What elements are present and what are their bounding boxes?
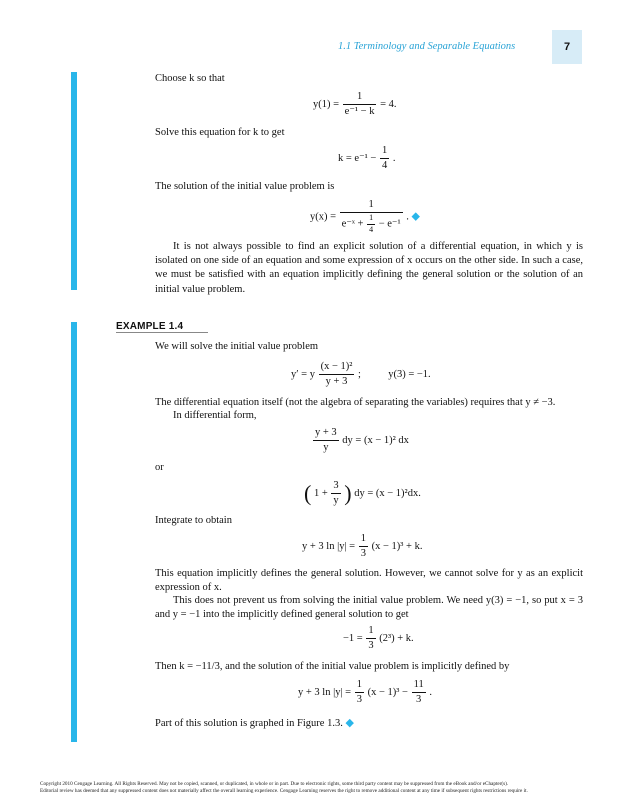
margin-bar-example [71,322,77,742]
then-k-text: Then k = −11/3, and the solution of the initial value problem is implicitly defined by [155,661,510,672]
not-always-paragraph: It is not always possible to find an explicit solution of a differential equation, in which y is isolated on one side of an equation and some expression of x occurs on the other side. In such a case, we must be satisfied with an equation implicitly defining the general solution or the solution of an initial value problem. [155,241,583,295]
margin-bar-top [71,72,77,290]
copyright-footer [40,781,600,795]
diff-eq-requires-text: The differential equation itself (not the algebra of separating the variables) requires that y ≠ −3. [155,397,556,408]
solution-is-text: The solution of the initial value problem is [155,181,335,192]
equation-or-form: ( 1 + $\frac{3}{y}$ ) dy = (x − 1)²dx. [304,479,421,508]
equation-final-implicit: y + 3 ln |y| = $\frac{1}{3}$ (x − 1)³ − $\frac{11}{3}$ . [298,678,432,707]
in-diff-form-text: In differential form, [173,410,257,421]
end-of-example-icon: ◆ [411,210,420,223]
equation-k: k = e⁻¹ − $\frac{1}{4}$ . [338,144,395,173]
equation-substitution: −1 = $\frac{1}{3}$ (2³) + k. [343,624,414,653]
solve-for-k-text: Solve this equation for k to get [155,127,285,138]
choose-k-text: Choose k so that [155,73,225,84]
integrate-text: Integrate to obtain [155,515,232,526]
equation-ivp: y′ = y $\frac{\text{(x − 1)²}}{y + 3}$ ; y(3) = −1. [291,360,431,389]
footer-line-2: Editorial review has deemed that any suppressed content does not materially affect the overall learning experience. Cengage Learning reserves the right to remove additional content at any time if subsequent rights restrictions require it. [40,787,528,794]
equation-y1: y(1) = $\frac{1}{\text{e⁻¹ − k}}$ = 4. [313,90,397,119]
page-number: 7 [552,30,582,64]
example-heading-rule [116,332,208,333]
does-not-prevent-paragraph: This does not prevent us from solving the initial value problem. We need y(3) = −1, so put x = 3 and y = −1 into the implicitly defined general solution to get [155,595,583,621]
part-graphed-text: Part of this solution is graphed in Figure 1.3. ◆ [155,717,354,729]
implicitly-defines-paragraph: This equation implicitly defines the general solution. However, we cannot solve for y as an explicit expression of x. [155,568,583,594]
or-text: or [155,462,164,473]
footer-line-1: Copyright 2010 Cengage Learning. All Rights Reserved. May not be copied, scanned, or duplicated, in whole or in part. Due to electronic rights, some third party content may be suppressed from the eBook and/or eChapter(s). [40,781,509,787]
example-heading: EXAMPLE 1.4 [116,321,184,332]
running-title: 1.1 Terminology and Separable Equations [338,41,516,52]
we-will-solve-text: We will solve the initial value problem [155,341,319,352]
equation-differential-form: $\frac{y + 3}{y}$ dy = (x − 1)² dx [312,426,409,455]
equation-integrated: y + 3 ln |y| = $\frac{1}{3}$ (x − 1)³ + k. [302,532,422,561]
end-of-example-icon: ◆ [345,717,354,729]
equation-solution: y(x) = 1 e⁻ˣ + $\frac{1}{4}$ − e⁻¹ . ◆ [310,199,420,234]
